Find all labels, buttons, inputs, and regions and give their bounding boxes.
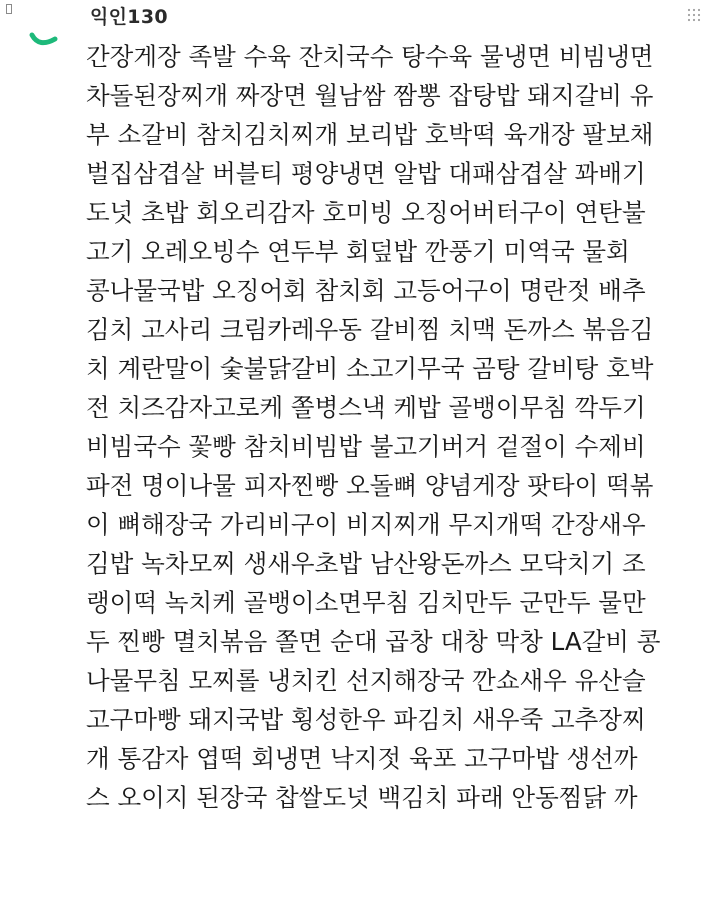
comment-line: 고구마빵 돼지국밥 횡성한우 파김치 새우죽 고추장찌 (86, 705, 646, 734)
comment-text (86, 37, 706, 817)
comment-line: 고기 오레오빙수 연두부 회덮밥 깐풍기 미역국 물회 (86, 237, 630, 266)
comment-line: 나물무침 모찌롤 냉치킨 선지해장국 깐쇼새우 유산슬 (86, 666, 646, 695)
comment-line: 개 통감자 엽떡 회냉면 낙지젓 육포 고구마밥 생선까 (86, 744, 638, 773)
comment-line: 파전 명이나물 피자찐빵 오돌뼈 양념게장 팟타이 떡볶 (86, 471, 654, 500)
green-arc-avatar-icon[interactable] (22, 4, 66, 48)
comment-line: 비빔국수 꽃빵 참치비빔밥 불고기버거 겉절이 수제비 (86, 432, 646, 461)
comment-line: 이 뼈해장국 가리비구이 비지찌개 무지개떡 간장새우 (86, 510, 646, 539)
comment-line: 부 소갈비 참치김치찌개 보리밥 호박떡 육개장 팔보채 (86, 120, 654, 149)
comment-line: 도넛 초밥 회오리감자 호미빙 오징어버터구이 연탄불 (86, 198, 646, 227)
comment-line: 치 계란말이 숯불닭갈비 소고기무국 곰탕 갈비탕 호박 (86, 354, 654, 383)
comment-line: 랭이떡 녹치케 골뱅이소면무침 김치만두 군만두 물만 (86, 588, 646, 617)
comment-line: 김밥 녹차모찌 생새우초밥 남산왕돈까스 모닥치기 조 (86, 549, 646, 578)
comment-line: 콩나물국밥 오징어회 참치회 고등어구이 명란젓 배추 (86, 276, 646, 305)
reply-indent-marker (6, 4, 12, 14)
comment-line: 김치 고사리 크림카레우동 갈비찜 치맥 돈까스 볶음김 (86, 315, 654, 344)
more-dots-icon (687, 8, 701, 22)
comment-line: 스 오이지 된장국 찹쌀도넛 백김치 파래 안동찜닭 까 (86, 783, 638, 812)
author-name[interactable]: 익인130 (90, 6, 168, 28)
comment-line: 간장게장 족발 수육 잔치국수 탕수육 물냉면 비빔냉면 (86, 42, 654, 71)
comment-line: 두 찐빵 멸치볶음 쫄면 순대 곱창 대창 막창 LA갈비 콩 (86, 627, 661, 656)
comment-line: 벌집삼겹살 버블티 평양냉면 알밥 대패삼겹살 꽈배기 (86, 159, 646, 188)
more-options-button[interactable] (682, 4, 706, 26)
comment-line: 차돌된장찌개 짜장면 월남쌈 짬뽕 잡탕밥 돼지갈비 유 (86, 81, 654, 110)
comment-line: 전 치즈감자고로케 쫄병스낵 케밥 골뱅이무침 깍두기 (86, 393, 646, 422)
